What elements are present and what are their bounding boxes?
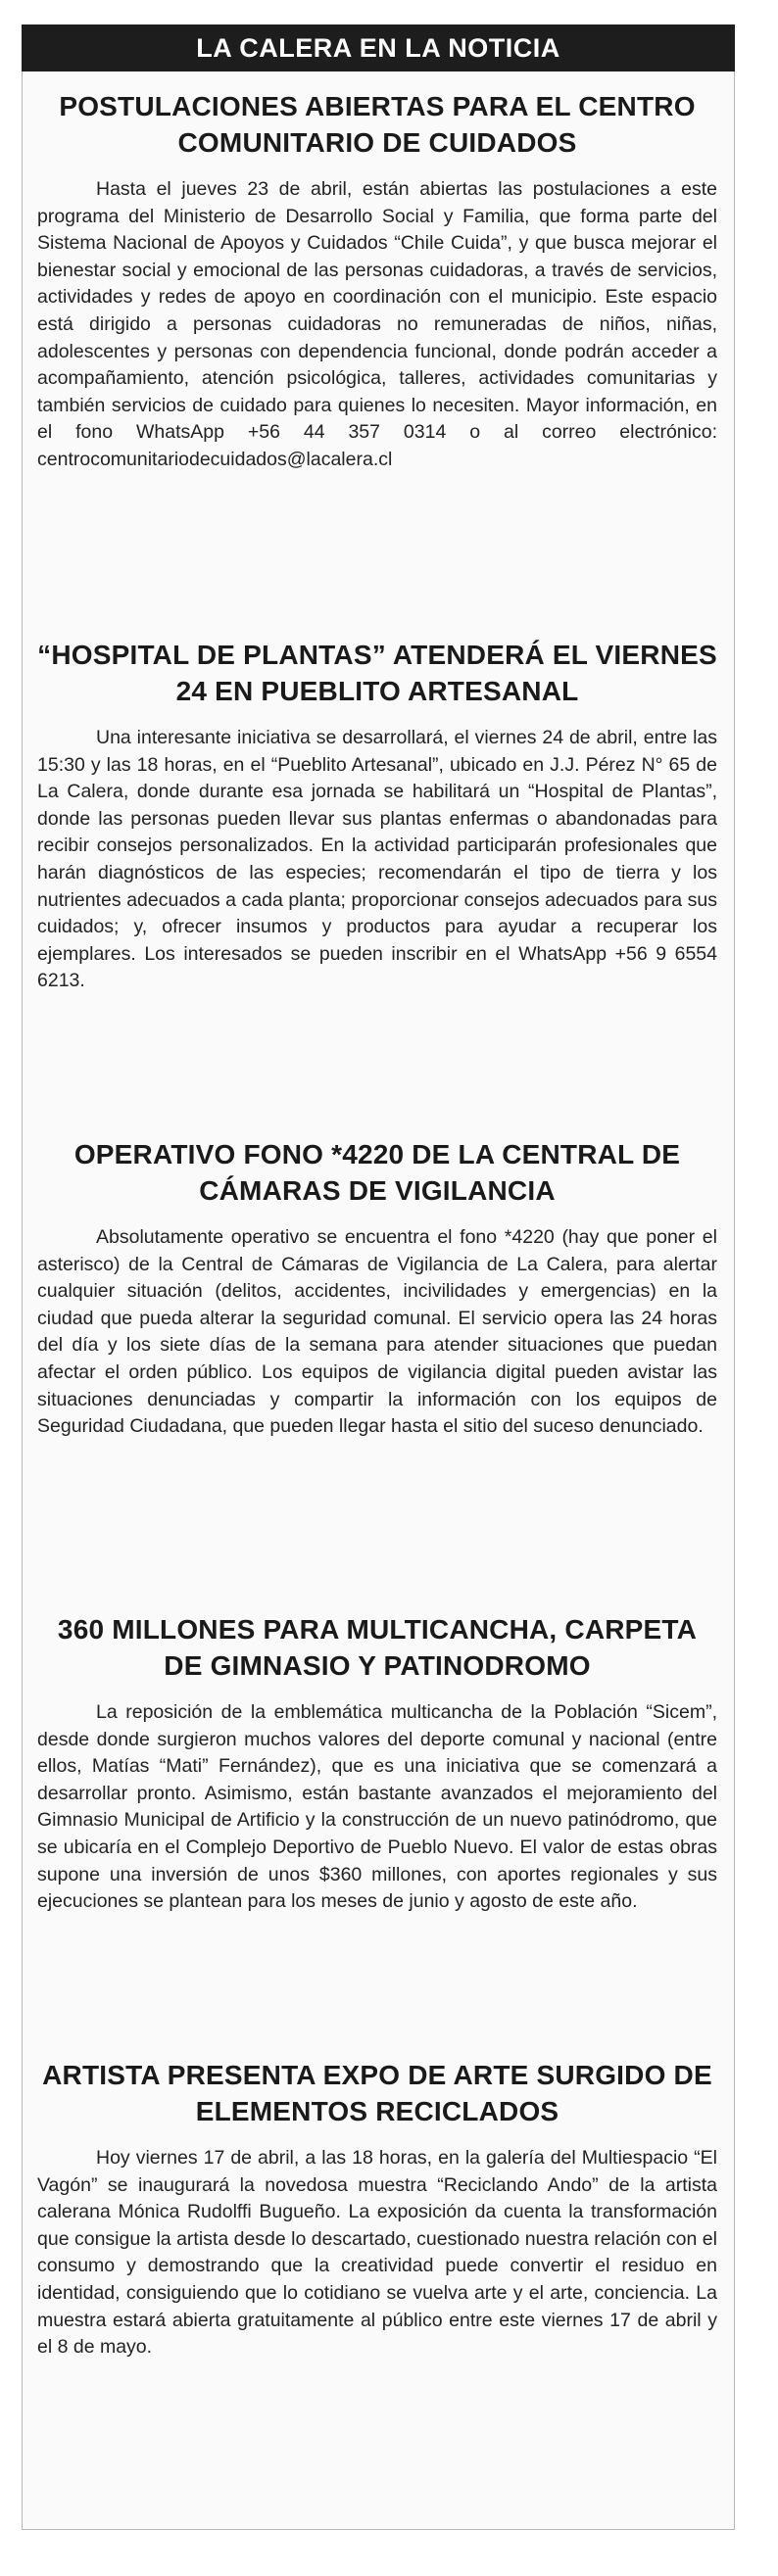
section-title: LA CALERA EN LA NOTICIA [196, 32, 560, 63]
article-body: Hoy viernes 17 de abril, a las 18 horas, en la galería del Multiespacio “El Vagón” se inaugurará la novedosa muestra “Reciclando Ando” de la artista calerana Mónica Rudolffi Bugueño. La exposición da cuenta la transformación que consigue la artista desde lo descartado, cuestionado nuestra relación con el consumo y demostrando que la creatividad puede convertir el residuo en identidad, consiguiendo que lo cotidiano se vuelva arte y el arte, conciencia. La muestra estará abierta gratuitamente al público entre este viernes 17 de abril y el 8 de mayo. [37, 2147, 717, 2359]
article-expo-arte [37, 2057, 717, 2361]
article-body: Una interesante iniciativa se desarrollará, el viernes 24 de abril, entre las 15:30 y las 18 horas, en el “Pueblito Artesanal”, ubicado en J.J. Pérez N° 65 de La Calera, donde durante esa jornada se habilitará un “Hospital de Plantas”, donde las personas pueden llevar sus plantas enfermas o abandonadas para recibir consejos personalizados. En la actividad participarán profesionales que harán diagnósticos de las especies; recomendarán el tipo de tierra y los nutrientes adecuados a cada planta; proporcionar consejos adecuados para sus cuidados; y, ofrecer insumos y productos para ayudar a recuperar los ejemplares. Los interesados se pueden inscribir en el WhatsApp +56 9 6554 6213. [37, 727, 717, 992]
article-multicancha [37, 1611, 717, 1916]
article-hospital-plantas [37, 637, 717, 995]
article-fono-vigilancia [37, 1136, 717, 1441]
article-headline: 360 MILLONES PARA MULTICANCHA, CARPETA DE GIMNASIO Y PATINODROMO [57, 1614, 698, 1681]
article-body: La reposición de la emblemática multicancha de la Población “Sicem”, desde donde surgieron muchos valores del deporte comunal y nacional (entre ellos, Matías “Mati” Fernández), que es una iniciativa que se comenzará a desarrollar pronto. Asimismo, están bastante avanzados el mejoramiento del Gimnasio Municipal de Artificio y la construcción de un nuevo patinódromo, que se ubicaría en el Complejo Deportivo de Pueblo Nuevo. El valor de estas obras supone una inversión de unos $360 millones, con aportes regionales y sus ejecuciones se plantean para los meses de junio y agosto de este año. [37, 1701, 717, 1913]
article-body: Absolutamente operativo se encuentra el fono *4220 (hay que poner el asterisco) de la Central de Cámaras de Vigilancia de La Calera, para alertar cualquier situación (delitos, accidentes, incivilidades y emergencias) en la ciudad que pueda alterar la seguridad comunal. El servicio opera las 24 horas del día y los siete días de la semana para atender situaciones que puedan afectar el orden público. Los equipos de vigilancia digital pueden avistar las situaciones denunciadas y compartir la información con los equipos de Seguridad Ciudadana, que pueden llegar hasta el sitio del suceso denunciado. [37, 1226, 717, 1438]
section-banner [22, 24, 735, 72]
article-headline: OPERATIVO FONO *4220 DE LA CENTRAL DE CÁMARAS DE VIGILANCIA [73, 1139, 681, 1206]
article-headline: ARTISTA PRESENTA EXPO DE ARTE SURGIDO DE ELEMENTOS RECICLADOS [42, 2060, 712, 2126]
article-headline: “HOSPITAL DE PLANTAS” ATENDERÁ EL VIERNES 24 EN PUEBLITO ARTESANAL [37, 640, 717, 706]
article-headline: POSTULACIONES ABIERTAS PARA EL CENTRO COMUNITARIO DE CUIDADOS [59, 91, 696, 158]
article-centro-cuidados [37, 88, 717, 474]
article-body: Hasta el jueves 23 de abril, están abiertas las postulaciones a este programa del Ministerio de Desarrollo Social y Familia, que forma parte del Sistema Nacional de Apoyos y Cuidados “Chile Cuida”, y que busca mejorar el bienestar social y emocional de las personas cuidadoras, a través de servicios, actividades y redes de apoyo en coordinación con el municipio. Este espacio está dirigido a personas cuidadoras no remuneradas de niños, niñas, adolescentes y personas con dependencia funcional, donde podrán acceder a acompañamiento, atención psicológica, talleres, actividades comunitarias y también servicios de cuidado para quienes lo necesiten. Mayor información, en el fono WhatsApp +56 44 357 0314 o al correo electrónico: centrocomunitariodecuidados@lacalera.cl [37, 178, 717, 470]
